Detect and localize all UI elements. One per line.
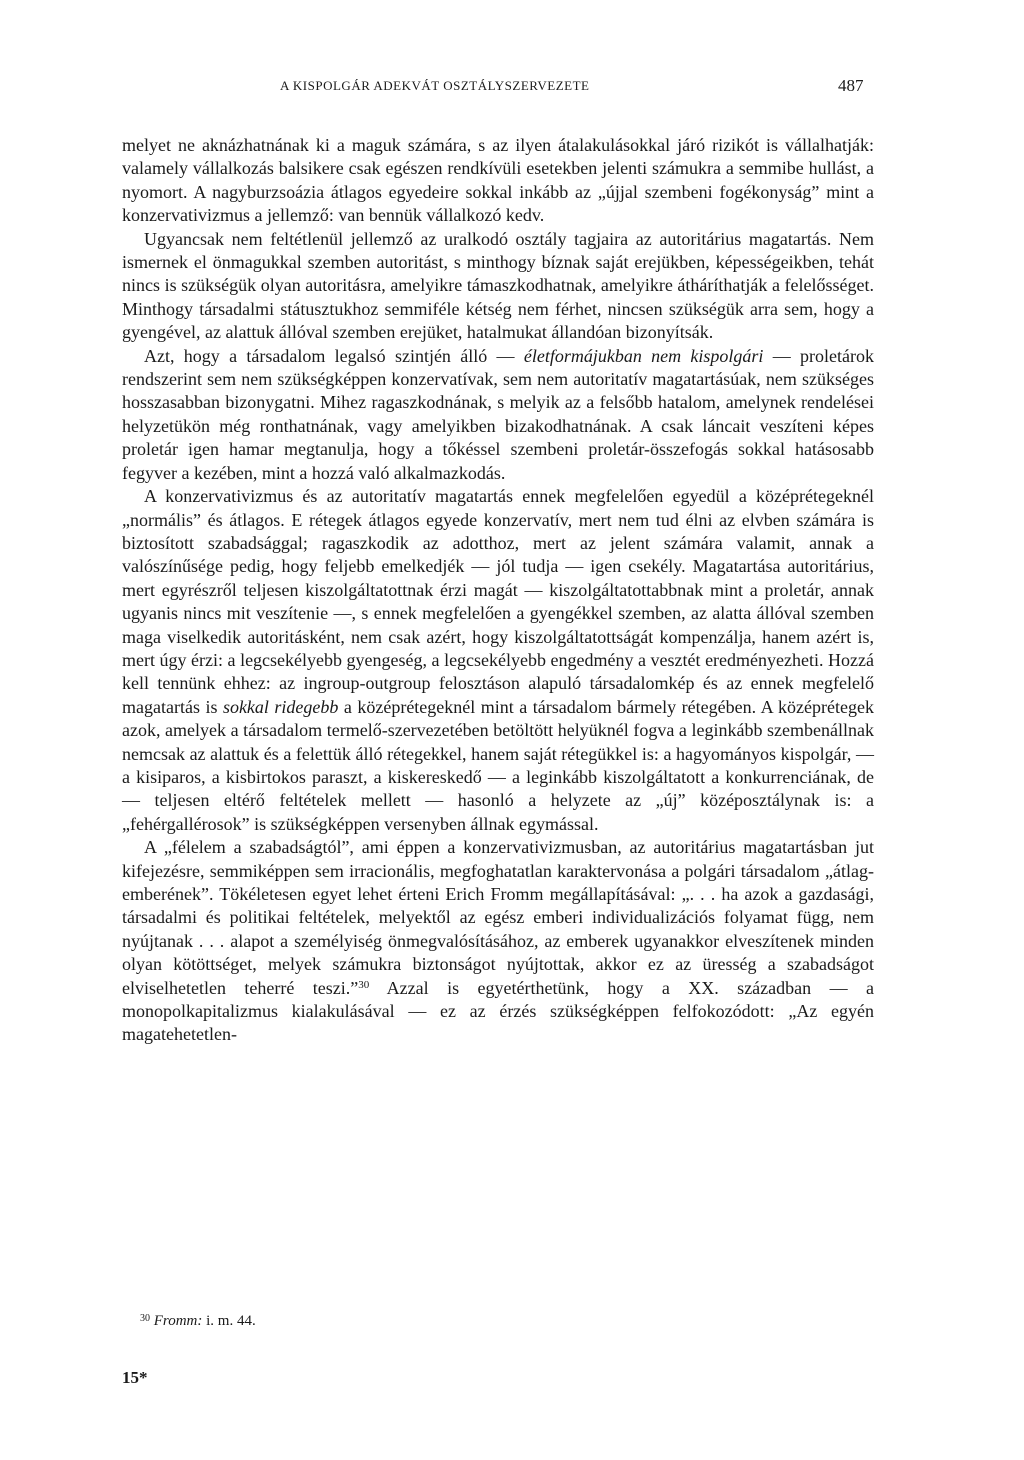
footnote-author: Fromm: <box>153 1313 203 1329</box>
footnote-ref: 30 <box>358 978 370 991</box>
text-segment: melyet ne aknázhatnának ki a maguk számára, s az ilyen átalakulásokkal járó rizikót is vállalhatják: valamely vállalkozás balsikere csak egészen rendkívüli esetekben jelenti számukra a semmibe hullást, a nyomort. A nagyburzsoázia átlagos egyedeire sokkal inkább az „újjal szembeni fogékonyság” mint a konzervativizmus a jellemző: van bennük vállalkozó kedv. <box>122 135 874 226</box>
text-segment: A konzervativizmus és az autoritatív magatartás ennek megfelelően egyedül a középrétegeknél „normális” és átlagos. E rétegek átlagos egyede konzervatív, mert nem tud élni az elvben számára is biztosított szabadsággal; ragaszkodik az adotthoz, mert az jelent számára valamit, annak a valószínűsége pedig, hogy feljebb emelkedjék — jól tudja — igen csekély. Magatartása autoritárius, mert egyrészről teljesen kiszolgáltatottnak érzi magát — kiszolgáltatottabbnak mint a proletár, annak ugyanis nincs mit veszítenie —, s ennek megfelelően a gyengékkel szemben, az alatta állóval szemben maga viselkedik autoritásként, nem csak azért, hogy kiszolgáltatottságát kompenzálja, hanem azért is, mert úgy érzi: a legcsekélyebb gyengeség, a legcsekélyebb engedmény a vesztét eredményezheti. Hozzá kell tennünk ehhez: az ingroup-outgroup felosztáson alapuló társadalomkép és az ennek megfelelő magatartás is <box>122 486 874 717</box>
text-segment: Azzal is egyetérthetünk, hogy a XX. században — a monopolkapitalizmus kialakulásával — ez az érzés szükségképpen felfokozódott: „Az egyén magatehetetlen- <box>122 977 874 1045</box>
text-segment: — proletárok rendszerint sem nem szükségképpen konzervatívak, sem nem autoritatív magatartásúak, nem szükséges hosszasabban bizonygatni. Mihez ragaszkodnának, s melyik az a felsőbb hatalom, amelynek rendelései helyzetükön még ronthatnának, vagy amelyikben bizakodhatnának. A csak láncait veszíteni képes proletár igen hamar megtanulja, hogy a tőkéssel szembeni proletár-összefogás sokkal hatásosabb fegyver a kezében, mint a hozzá való alkalmazkodás. <box>122 345 874 483</box>
italic-text: sokkal ridegebb <box>222 696 339 717</box>
paragraph <box>122 228 874 345</box>
text-segment: Ugyancsak nem feltétlenül jellemző az uralkodó osztály tagjaira az autoritárius magatartás. Nem ismernek el önmagukkal szemben autoritást, s minthogy bíznak saját erejükben, képességeikben, tehát nincs is szükségük olyan autoritásra, amelyikre támaszkodhatnak, amelyikre átháríthatják a felelősséget. Minthogy társadalmi státusztukhoz semmiféle kétség nem férhet, nincsen szükségük arra sem, hogy a gyengével, az alattuk állóval szemben erejüket, hatalmukat állandóan bizonyítsák. <box>122 228 874 343</box>
body-text <box>122 134 874 1047</box>
footnote <box>140 1313 256 1330</box>
paragraph <box>122 345 874 485</box>
page-number: 487 <box>838 76 864 95</box>
text-segment: Azt, hogy a társadalom legalsó szintjén álló — <box>144 345 524 366</box>
paragraph <box>122 485 874 836</box>
paragraph <box>122 836 874 1047</box>
paragraph <box>122 134 874 228</box>
footnote-reference: i. m. 44. <box>202 1313 256 1329</box>
text-segment: A „félelem a szabadságtól”, ami éppen a konzervativizmusban, az autoritárius magatartásban jut kifejezésre, semmiképpen sem irracionális, megfoghatatlan karaktervonása a polgári társadalom „átlag-emberének”. Tökéletesen egyet lehet érteni Erich Fromm megállapításával: „. . . ha azok a gazdasági, társadalmi és politikai feltételek, melyektől az egész emberi individualizációs folyamat függ, nem nyújtanak . . . alapot a személyiség önmegvalósításához, az emberek ugyanakkor elveszítenek minden olyan kötöttséget, melyek számukra biztonságot nyújtottak, akkor ez az üresség a szabadságot elviselhetetlen teherré teszi.” <box>122 837 874 998</box>
running-title: A KISPOLGÁR ADEKVÁT OSZTÁLYSZERVEZETE <box>280 78 590 93</box>
text-segment: a középrétegeknél mint a társadalom bármely rétegében. A középrétegek azok, amelyek a társadalom termelő-szervezetében betöltött helyüknél fogva a leginkább szembenállnak nemcsak az alattuk és a felettük álló rétegekkel, hanem saját rétegükkel is: a hagyományos kispolgár, — a kisiparos, a kisbirtokos paraszt, a kiskereskedő — a leginkább kiszolgáltatott a konkurrenciának, de — teljesen eltérő feltételek mellett — hasonló a helyzete az „új” középosztálynak is: a „fehérgallérosok” is szükségképpen versenyben állnak egymással. <box>122 696 875 834</box>
signature-mark: 15* <box>122 1368 148 1387</box>
footnote-number: 30 <box>140 1313 150 1324</box>
italic-text: életformájukban nem kispolgári <box>523 345 764 366</box>
